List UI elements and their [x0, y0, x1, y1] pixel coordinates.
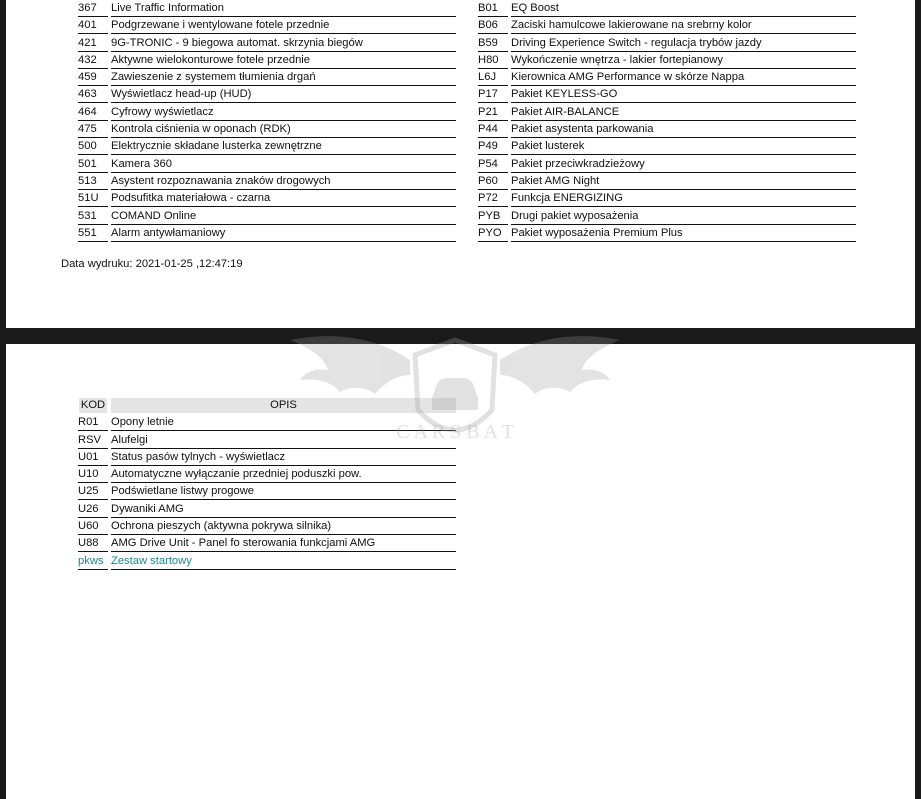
option-description: Cyfrowy wyświetlacz — [111, 105, 456, 121]
option-description: Podsufitka materiałowa - czarna — [111, 191, 456, 207]
option-description: 9G-TRONIC - 9 biegowa automat. skrzynia biegów — [111, 36, 456, 52]
option-code: 432 — [78, 53, 108, 69]
option-description: Ochrona pieszych (aktywna pokrywa silnika) — [111, 519, 456, 535]
option-description: Podświetlane listwy progowe — [111, 484, 456, 500]
option-code: H80 — [478, 53, 508, 69]
option-code: P21 — [478, 105, 508, 121]
option-code: 500 — [78, 139, 108, 155]
option-code: P17 — [478, 87, 508, 103]
option-description: Pakiet lusterek — [511, 139, 856, 155]
option-code: 513 — [78, 174, 108, 190]
option-code: B01 — [478, 1, 508, 17]
option-description: Live Traffic Information — [111, 1, 456, 17]
option-code: U10 — [78, 467, 108, 483]
option-description: Automatyczne wyłączanie przedniej poduszki pow. — [111, 467, 456, 483]
watermark-text: C A R S B A T — [396, 421, 514, 443]
option-code: 464 — [78, 105, 108, 121]
option-code: pkws — [78, 554, 108, 570]
option-code: 367 — [78, 1, 108, 17]
option-code: P60 — [478, 174, 508, 190]
option-description: Asystent rozpoznawania znaków drogowych — [111, 174, 456, 190]
option-description: Pakiet AIR-BALANCE — [511, 105, 856, 121]
option-description: Pakiet KEYLESS-GO — [511, 87, 856, 103]
option-code: 475 — [78, 122, 108, 138]
option-code: B59 — [478, 36, 508, 52]
option-description: AMG Drive Unit - Panel fo sterowania funkcjami AMG — [111, 536, 456, 552]
option-description: Kontrola ciśnienia w oponach (RDK) — [111, 122, 456, 138]
option-description: Aktywne wielokonturowe fotele przednie — [111, 53, 456, 69]
option-code: 551 — [78, 226, 108, 242]
option-code: 51U — [78, 191, 108, 207]
option-code: U01 — [78, 450, 108, 466]
option-description: Wykończenie wnętrza - lakier fortepianowy — [511, 53, 856, 69]
option-description: Drugi pakiet wyposażenia — [511, 209, 856, 225]
print-date: Data wydruku: 2021-01-25 ,12:47:19 — [61, 258, 243, 270]
document-page-top — [6, 0, 915, 328]
option-description: Pakiet wyposażenia Premium Plus — [511, 226, 856, 242]
option-code: RSV — [78, 433, 108, 449]
option-code: R01 — [78, 415, 108, 431]
option-description: Pakiet przeciwkradzieżowy — [511, 157, 856, 173]
option-description: COMAND Online — [111, 209, 456, 225]
header-code: KOD — [80, 399, 106, 411]
option-description: Opony letnie — [111, 415, 456, 431]
option-code: B06 — [478, 18, 508, 34]
option-code: P44 — [478, 122, 508, 138]
option-code: U60 — [78, 519, 108, 535]
option-description: Zestaw startowy — [111, 554, 456, 570]
option-description: Elektrycznie składane lusterka zewnętrzne — [111, 139, 456, 155]
option-code: U88 — [78, 536, 108, 552]
option-description: Zawieszenie z systemem tłumienia drgań — [111, 70, 456, 86]
option-code: 531 — [78, 209, 108, 225]
option-code: P54 — [478, 157, 508, 173]
option-code: PYO — [478, 226, 508, 242]
option-code: 421 — [78, 36, 108, 52]
option-description: Wyświetlacz head-up (HUD) — [111, 87, 456, 103]
header-desc: OPIS — [111, 398, 456, 413]
option-code: PYB — [478, 209, 508, 225]
option-description: Alarm antywłamaniowy — [111, 226, 456, 242]
option-description: Driving Experience Switch - regulacja trybów jazdy — [511, 36, 856, 52]
option-code: L6J — [478, 70, 508, 86]
option-code: P49 — [478, 139, 508, 155]
document-page-bottom — [6, 344, 915, 799]
option-description: Pakiet asystenta parkowania — [511, 122, 856, 138]
option-description: Dywaniki AMG — [111, 502, 456, 518]
option-code: 401 — [78, 18, 108, 34]
option-description: Status pasów tylnych - wyświetlacz — [111, 450, 456, 466]
option-description: Pakiet AMG Night — [511, 174, 856, 190]
option-description: Podgrzewane i wentylowane fotele przednie — [111, 18, 456, 34]
option-code: 463 — [78, 87, 108, 103]
option-description: Zaciski hamulcowe lakierowane na srebrny kolor — [511, 18, 856, 34]
option-description: Alufelgi — [111, 433, 456, 449]
option-description: EQ Boost — [511, 1, 856, 17]
option-code: 459 — [78, 70, 108, 86]
option-code: 501 — [78, 157, 108, 173]
option-description: Kierownica AMG Performance w skórze Nappa — [511, 70, 856, 86]
option-code: U25 — [78, 484, 108, 500]
option-code: P72 — [478, 191, 508, 207]
option-description: Funkcja ENERGIZING — [511, 191, 856, 207]
option-description: Kamera 360 — [111, 157, 456, 173]
option-code: U26 — [78, 502, 108, 518]
